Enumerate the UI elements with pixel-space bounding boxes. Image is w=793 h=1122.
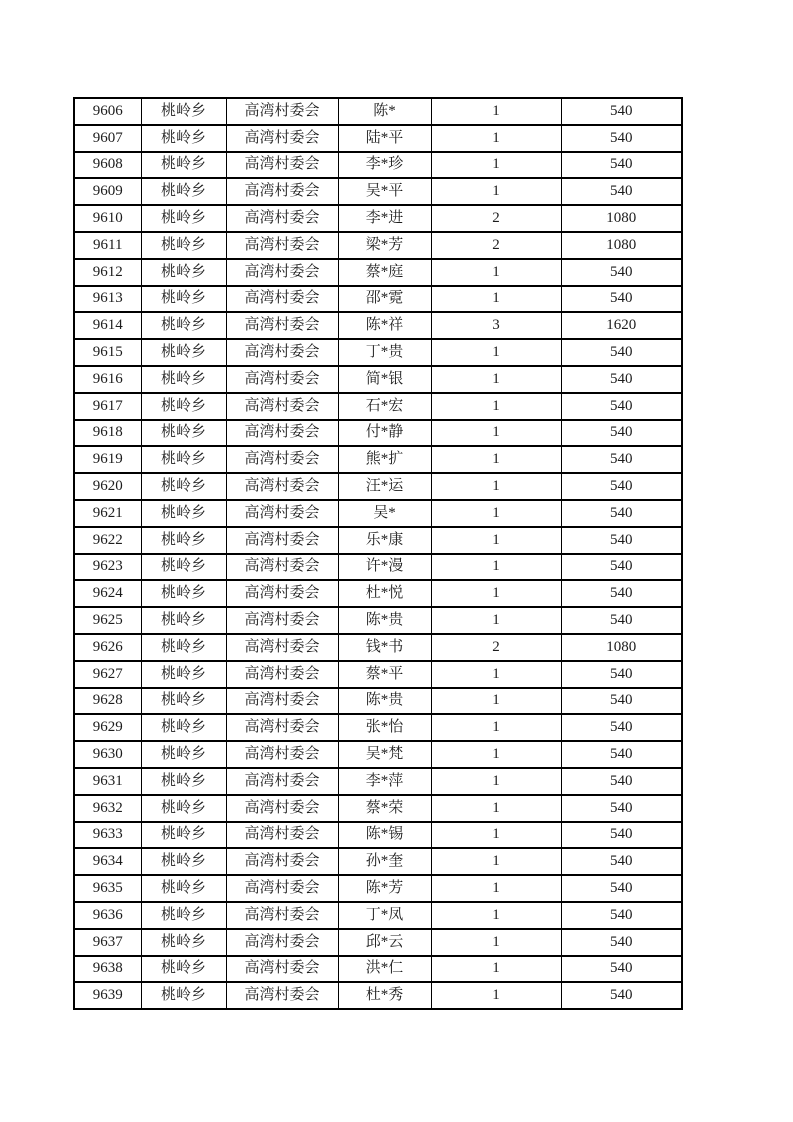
cell-amount: 540 [561, 98, 682, 125]
cell-village: 高湾村委会 [226, 259, 338, 286]
cell-amount: 1620 [561, 312, 682, 339]
cell-count: 1 [431, 929, 561, 956]
cell-amount: 540 [561, 982, 682, 1009]
cell-amount: 540 [561, 366, 682, 393]
table-row [74, 259, 682, 286]
cell-count: 1 [431, 554, 561, 581]
cell-amount: 540 [561, 607, 682, 634]
cell-name: 陈*锡 [338, 822, 431, 849]
table-row [74, 661, 682, 688]
table-row [74, 848, 682, 875]
cell-name: 简*银 [338, 366, 431, 393]
cell-count: 2 [431, 205, 561, 232]
cell-amount: 540 [561, 339, 682, 366]
table-row [74, 178, 682, 205]
table-row [74, 688, 682, 715]
cell-id: 9639 [74, 982, 141, 1009]
cell-name: 杜*悦 [338, 580, 431, 607]
cell-count: 3 [431, 312, 561, 339]
cell-amount: 1080 [561, 205, 682, 232]
cell-name: 李*进 [338, 205, 431, 232]
cell-count: 1 [431, 152, 561, 179]
cell-township: 桃岭乡 [141, 259, 226, 286]
cell-township: 桃岭乡 [141, 205, 226, 232]
cell-township: 桃岭乡 [141, 554, 226, 581]
cell-township: 桃岭乡 [141, 473, 226, 500]
cell-village: 高湾村委会 [226, 527, 338, 554]
cell-name: 陈* [338, 98, 431, 125]
cell-count: 1 [431, 125, 561, 152]
table-row [74, 982, 682, 1009]
cell-id: 9632 [74, 795, 141, 822]
cell-id: 9627 [74, 661, 141, 688]
cell-count: 1 [431, 393, 561, 420]
table-row [74, 232, 682, 259]
table-row [74, 875, 682, 902]
cell-township: 桃岭乡 [141, 339, 226, 366]
cell-township: 桃岭乡 [141, 286, 226, 313]
table-row [74, 929, 682, 956]
table-row [74, 527, 682, 554]
table-row [74, 795, 682, 822]
cell-village: 高湾村委会 [226, 152, 338, 179]
cell-village: 高湾村委会 [226, 929, 338, 956]
cell-name: 钱*书 [338, 634, 431, 661]
cell-name: 陈*芳 [338, 875, 431, 902]
cell-name: 蔡*平 [338, 661, 431, 688]
cell-township: 桃岭乡 [141, 178, 226, 205]
cell-id: 9628 [74, 688, 141, 715]
cell-name: 乐*康 [338, 527, 431, 554]
cell-township: 桃岭乡 [141, 366, 226, 393]
cell-township: 桃岭乡 [141, 393, 226, 420]
cell-id: 9636 [74, 902, 141, 929]
cell-name: 汪*运 [338, 473, 431, 500]
cell-township: 桃岭乡 [141, 527, 226, 554]
cell-name: 付*静 [338, 420, 431, 447]
cell-village: 高湾村委会 [226, 714, 338, 741]
cell-name: 丁*凤 [338, 902, 431, 929]
cell-id: 9608 [74, 152, 141, 179]
cell-township: 桃岭乡 [141, 875, 226, 902]
cell-count: 1 [431, 822, 561, 849]
cell-name: 陈*贵 [338, 688, 431, 715]
cell-village: 高湾村委会 [226, 580, 338, 607]
cell-village: 高湾村委会 [226, 393, 338, 420]
table-row [74, 902, 682, 929]
cell-township: 桃岭乡 [141, 312, 226, 339]
cell-id: 9622 [74, 527, 141, 554]
cell-township: 桃岭乡 [141, 634, 226, 661]
cell-township: 桃岭乡 [141, 420, 226, 447]
cell-amount: 540 [561, 580, 682, 607]
cell-township: 桃岭乡 [141, 446, 226, 473]
table-row [74, 768, 682, 795]
cell-township: 桃岭乡 [141, 741, 226, 768]
cell-id: 9609 [74, 178, 141, 205]
cell-count: 1 [431, 259, 561, 286]
cell-name: 石*宏 [338, 393, 431, 420]
cell-amount: 540 [561, 688, 682, 715]
table-row [74, 98, 682, 125]
cell-count: 1 [431, 580, 561, 607]
cell-count: 1 [431, 420, 561, 447]
cell-id: 9606 [74, 98, 141, 125]
cell-amount: 540 [561, 393, 682, 420]
cell-village: 高湾村委会 [226, 875, 338, 902]
cell-id: 9611 [74, 232, 141, 259]
cell-amount: 540 [561, 902, 682, 929]
table-row [74, 714, 682, 741]
cell-amount: 540 [561, 527, 682, 554]
cell-amount: 540 [561, 178, 682, 205]
cell-amount: 540 [561, 446, 682, 473]
cell-village: 高湾村委会 [226, 688, 338, 715]
cell-village: 高湾村委会 [226, 982, 338, 1009]
table-row [74, 554, 682, 581]
cell-amount: 540 [561, 956, 682, 983]
cell-amount: 540 [561, 875, 682, 902]
cell-township: 桃岭乡 [141, 768, 226, 795]
cell-name: 杜*秀 [338, 982, 431, 1009]
table-row [74, 822, 682, 849]
cell-amount: 540 [561, 152, 682, 179]
cell-count: 1 [431, 956, 561, 983]
cell-count: 1 [431, 875, 561, 902]
cell-id: 9633 [74, 822, 141, 849]
cell-count: 1 [431, 714, 561, 741]
cell-name: 邵*霓 [338, 286, 431, 313]
table-row [74, 420, 682, 447]
cell-township: 桃岭乡 [141, 795, 226, 822]
cell-name: 许*漫 [338, 554, 431, 581]
cell-amount: 540 [561, 420, 682, 447]
cell-amount: 540 [561, 929, 682, 956]
cell-amount: 540 [561, 741, 682, 768]
cell-village: 高湾村委会 [226, 178, 338, 205]
cell-township: 桃岭乡 [141, 152, 226, 179]
cell-name: 陈*祥 [338, 312, 431, 339]
cell-village: 高湾村委会 [226, 848, 338, 875]
cell-village: 高湾村委会 [226, 125, 338, 152]
cell-village: 高湾村委会 [226, 446, 338, 473]
cell-amount: 540 [561, 500, 682, 527]
cell-count: 1 [431, 795, 561, 822]
cell-id: 9626 [74, 634, 141, 661]
table-row [74, 607, 682, 634]
cell-village: 高湾村委会 [226, 205, 338, 232]
cell-name: 蔡*庭 [338, 259, 431, 286]
cell-amount: 540 [561, 125, 682, 152]
cell-count: 1 [431, 473, 561, 500]
cell-name: 孙*奎 [338, 848, 431, 875]
cell-township: 桃岭乡 [141, 232, 226, 259]
cell-count: 1 [431, 741, 561, 768]
cell-id: 9631 [74, 768, 141, 795]
table-row [74, 500, 682, 527]
cell-village: 高湾村委会 [226, 286, 338, 313]
table-row [74, 741, 682, 768]
cell-amount: 540 [561, 795, 682, 822]
cell-id: 9610 [74, 205, 141, 232]
table-row [74, 312, 682, 339]
cell-id: 9634 [74, 848, 141, 875]
table-row [74, 152, 682, 179]
cell-count: 1 [431, 982, 561, 1009]
cell-township: 桃岭乡 [141, 607, 226, 634]
cell-id: 9637 [74, 929, 141, 956]
cell-township: 桃岭乡 [141, 848, 226, 875]
cell-name: 丁*贵 [338, 339, 431, 366]
cell-township: 桃岭乡 [141, 125, 226, 152]
subsidy-table [73, 97, 683, 1010]
cell-id: 9629 [74, 714, 141, 741]
table-row [74, 446, 682, 473]
cell-count: 2 [431, 634, 561, 661]
cell-id: 9635 [74, 875, 141, 902]
cell-count: 1 [431, 446, 561, 473]
cell-count: 1 [431, 902, 561, 929]
cell-village: 高湾村委会 [226, 366, 338, 393]
cell-village: 高湾村委会 [226, 98, 338, 125]
cell-count: 1 [431, 98, 561, 125]
cell-amount: 540 [561, 259, 682, 286]
cell-count: 1 [431, 661, 561, 688]
cell-name: 蔡*荣 [338, 795, 431, 822]
table-row [74, 634, 682, 661]
cell-amount: 540 [561, 286, 682, 313]
table-row [74, 286, 682, 313]
cell-village: 高湾村委会 [226, 554, 338, 581]
cell-amount: 540 [561, 473, 682, 500]
cell-name: 李*珍 [338, 152, 431, 179]
cell-village: 高湾村委会 [226, 902, 338, 929]
cell-name: 吴*平 [338, 178, 431, 205]
cell-count: 1 [431, 607, 561, 634]
cell-village: 高湾村委会 [226, 634, 338, 661]
cell-id: 9616 [74, 366, 141, 393]
cell-id: 9620 [74, 473, 141, 500]
cell-township: 桃岭乡 [141, 580, 226, 607]
cell-name: 陈*贵 [338, 607, 431, 634]
cell-name: 吴*梵 [338, 741, 431, 768]
cell-name: 熊*扩 [338, 446, 431, 473]
cell-name: 梁*芳 [338, 232, 431, 259]
cell-village: 高湾村委会 [226, 661, 338, 688]
cell-count: 1 [431, 366, 561, 393]
cell-id: 9615 [74, 339, 141, 366]
table-row [74, 125, 682, 152]
cell-village: 高湾村委会 [226, 232, 338, 259]
cell-count: 2 [431, 232, 561, 259]
table-row [74, 366, 682, 393]
cell-amount: 1080 [561, 232, 682, 259]
cell-amount: 1080 [561, 634, 682, 661]
cell-village: 高湾村委会 [226, 795, 338, 822]
cell-township: 桃岭乡 [141, 982, 226, 1009]
cell-village: 高湾村委会 [226, 822, 338, 849]
cell-name: 张*怡 [338, 714, 431, 741]
table-body [74, 98, 682, 1009]
cell-village: 高湾村委会 [226, 741, 338, 768]
cell-id: 9623 [74, 554, 141, 581]
cell-amount: 540 [561, 661, 682, 688]
cell-id: 9630 [74, 741, 141, 768]
cell-id: 9619 [74, 446, 141, 473]
cell-village: 高湾村委会 [226, 768, 338, 795]
cell-count: 1 [431, 848, 561, 875]
cell-id: 9617 [74, 393, 141, 420]
table-row [74, 580, 682, 607]
cell-township: 桃岭乡 [141, 500, 226, 527]
cell-village: 高湾村委会 [226, 500, 338, 527]
cell-count: 1 [431, 768, 561, 795]
cell-id: 9613 [74, 286, 141, 313]
cell-name: 吴* [338, 500, 431, 527]
cell-township: 桃岭乡 [141, 98, 226, 125]
cell-village: 高湾村委会 [226, 312, 338, 339]
cell-id: 9638 [74, 956, 141, 983]
cell-township: 桃岭乡 [141, 902, 226, 929]
cell-township: 桃岭乡 [141, 688, 226, 715]
cell-id: 9618 [74, 420, 141, 447]
cell-count: 1 [431, 688, 561, 715]
cell-amount: 540 [561, 554, 682, 581]
cell-township: 桃岭乡 [141, 661, 226, 688]
cell-township: 桃岭乡 [141, 822, 226, 849]
cell-count: 1 [431, 339, 561, 366]
cell-name: 邱*云 [338, 929, 431, 956]
cell-amount: 540 [561, 714, 682, 741]
cell-township: 桃岭乡 [141, 714, 226, 741]
cell-amount: 540 [561, 768, 682, 795]
cell-amount: 540 [561, 848, 682, 875]
cell-id: 9625 [74, 607, 141, 634]
table-row [74, 393, 682, 420]
cell-count: 1 [431, 500, 561, 527]
cell-village: 高湾村委会 [226, 339, 338, 366]
cell-id: 9621 [74, 500, 141, 527]
cell-id: 9607 [74, 125, 141, 152]
cell-id: 9612 [74, 259, 141, 286]
cell-id: 9614 [74, 312, 141, 339]
cell-count: 1 [431, 527, 561, 554]
cell-village: 高湾村委会 [226, 420, 338, 447]
table-row [74, 205, 682, 232]
cell-name: 李*萍 [338, 768, 431, 795]
cell-village: 高湾村委会 [226, 607, 338, 634]
cell-township: 桃岭乡 [141, 929, 226, 956]
cell-id: 9624 [74, 580, 141, 607]
table-row [74, 956, 682, 983]
cell-count: 1 [431, 178, 561, 205]
cell-amount: 540 [561, 822, 682, 849]
cell-count: 1 [431, 286, 561, 313]
table-row [74, 473, 682, 500]
cell-village: 高湾村委会 [226, 956, 338, 983]
cell-name: 洪*仁 [338, 956, 431, 983]
table-row [74, 339, 682, 366]
cell-township: 桃岭乡 [141, 956, 226, 983]
cell-name: 陆*平 [338, 125, 431, 152]
cell-village: 高湾村委会 [226, 473, 338, 500]
